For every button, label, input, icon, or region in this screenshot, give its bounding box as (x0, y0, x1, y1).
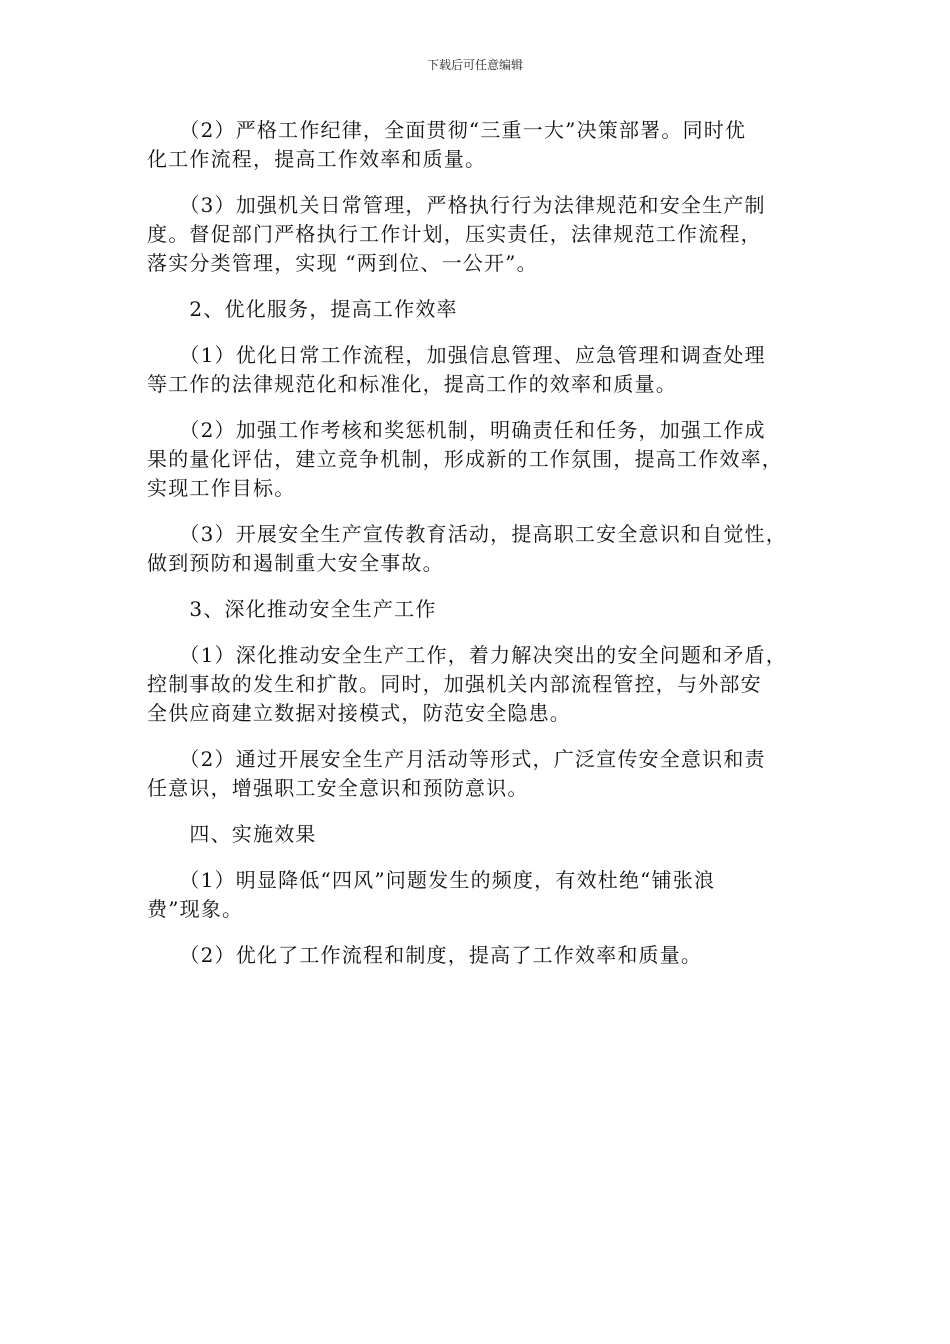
section-heading-2: 2、优化服务，提高工作效率 (147, 297, 458, 321)
document-body (147, 116, 807, 987)
paragraph-3: （1）优化日常工作流程，加强信息管理、应急管理和调查处理 等工作的法律规范化和标准化，提高工作的效率和质量。 (147, 343, 766, 396)
page-header: 下载后可任意编辑 (426, 58, 523, 72)
section-heading-3: 3、深化推动安全生产工作 (147, 597, 437, 621)
paragraph-2: （3）加强机关日常管理，严格执行行为法律规范和安全生产制 度。督促部门严格执行工作计划，压实责任，法律规范工作流程， 落实分类管理，实现 “两到位、一公开”。 (147, 193, 766, 275)
paragraph-5: （3）开展安全生产宣传教育活动，提高职工安全意识和自觉性， 做到预防和遏制重大安全事故。 (147, 522, 787, 575)
paragraph-8: （1）明显降低“四风”问题发生的频度，有效杜绝“铺张浪 费”现象。 (147, 868, 716, 921)
paragraph-1: （2）严格工作纪律，全面贯彻“三重一大”决策部署。同时优 化工作流程，提高工作效率和质量。 (147, 118, 747, 171)
paragraph-6: （1）深化推动安全生产工作，着力解决突出的安全问题和矛盾， 控制事故的发生和扩散。同时，加强机关内部流程管控，与外部安 全供应商建立数据对接模式，防范安全隐患。 (147, 643, 787, 725)
paragraph-9: （2）优化了工作流程和制度，提高了工作效率和质量。 (147, 943, 703, 967)
paragraph-7: （2）通过开展安全生产月活动等形式，广泛宣传安全意识和责 任意识，增强职工安全意识和预防意识。 (147, 747, 766, 800)
section-heading-4: 四、实施效果 (147, 822, 317, 846)
paragraph-4: （2）加强工作考核和奖惩机制，明确责任和任务，加强工作成 果的量化评估，建立竞争机制，形成新的工作氛围，提高工作效率， 实现工作目标。 (147, 418, 783, 500)
